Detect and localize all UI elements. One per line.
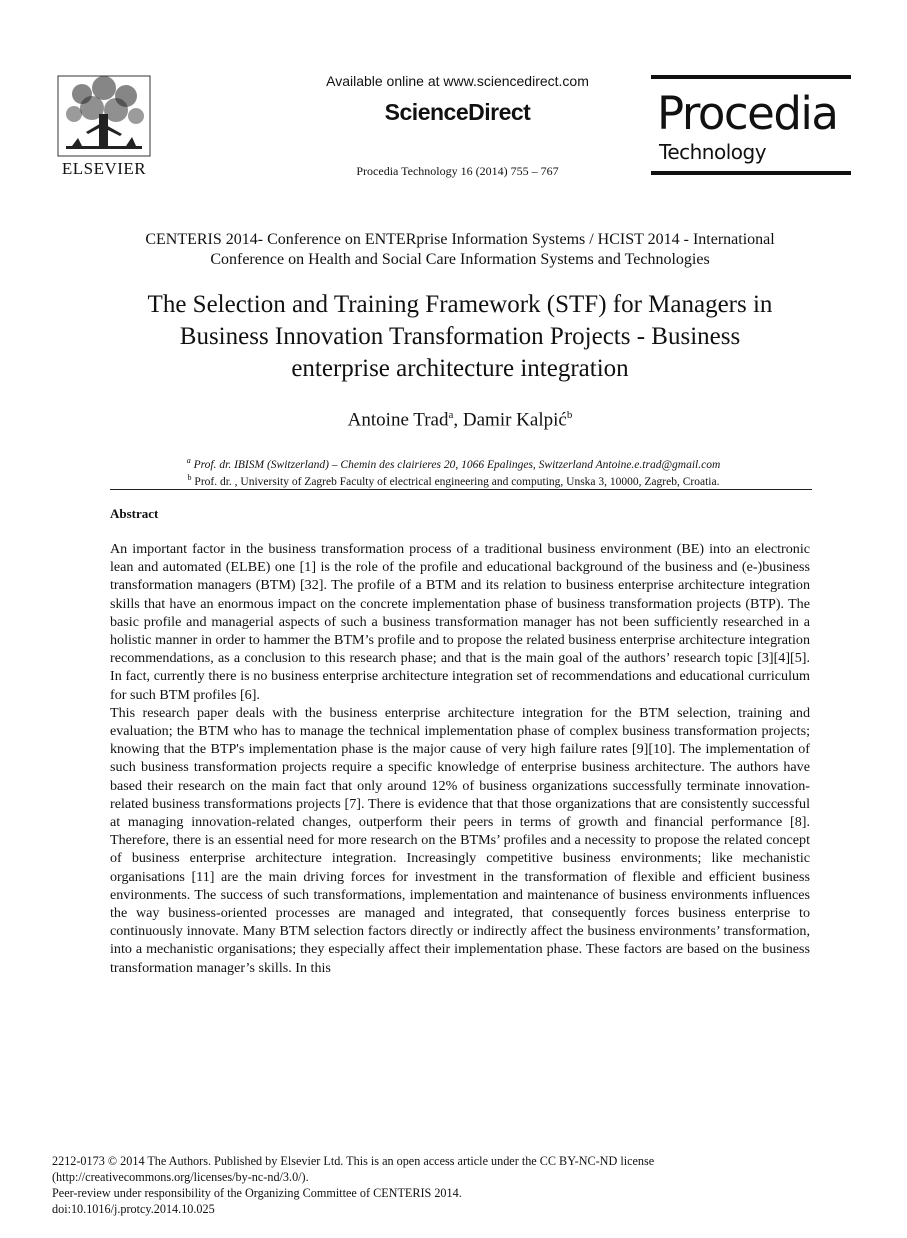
- header-divider: [110, 489, 812, 490]
- available-online-text: Available online at www.sciencedirect.com: [326, 73, 589, 89]
- sciencedirect-wordmark: ScienceDirect: [384, 99, 531, 125]
- procedia-logo-title: Procedia: [657, 87, 838, 140]
- footer-peer-review: Peer-review under responsibility of the Organizing Committee of CENTERIS 2014.: [52, 1186, 462, 1200]
- elsevier-wordmark: ELSEVIER: [61, 159, 147, 178]
- title-line: enterprise architecture integration: [291, 355, 629, 382]
- affiliation-text: Prof. dr. IBISM (Switzerland) – Chemin des clairieres 20, 1066 Epalinges, Switzerland Antoine.e.trad@gmail.com: [193, 458, 721, 471]
- conference-info: [95, 230, 825, 270]
- abstract-paragraph: An important factor in the business transformation process of a traditional business environment (BE) into an electronic lean and automated (ELBE) one [1] is the role of the profile and educational background of the business and (e-)business transformation managers (BTM) [32]. The profile of a BTM and its relation to business enterprise architecture integration skills that have an enormous impact on the concrete implementation phase of business transformation projects (BTP). The basic profile and managerial aspects of such a business transformation manager has not been sufficiently researched in a holistic manner in order to hammer the BTM’s profile and to propose the related business enterprise architecture integration recommendations, as a conclusion to this research phase; and that is the main goal of the authors’ research topic [3][4][5]. In fact, currently there is no business enterprise architecture integration set of recommendations and educational curriculum for such BTM profiles [6].: [110, 541, 810, 703]
- footer-license-link[interactable]: (http://creativecommons.org/licenses/by-nc-nd/3.0/).: [52, 1170, 309, 1184]
- procedia-logo: [651, 75, 851, 175]
- author-affiliation-mark: b: [566, 409, 573, 421]
- affiliation-mark: a: [186, 456, 191, 465]
- footer-license: 2212-0173 © 2014 The Authors. Published by Elsevier Ltd. This is an open access article under the CC BY-NC-ND license: [52, 1154, 655, 1168]
- author-name: Damir Kalpić: [462, 409, 567, 431]
- procedia-logo-subtitle: Technology: [659, 140, 767, 164]
- abstract-heading: Abstract: [110, 506, 159, 521]
- paper-title: [90, 289, 830, 385]
- journal-reference: Procedia Technology 16 (2014) 755 – 767: [356, 164, 559, 178]
- author-affiliation-mark: a: [448, 409, 454, 421]
- author-name: Antoine Trad: [347, 409, 449, 431]
- author-list: [200, 409, 720, 431]
- footer-doi[interactable]: doi:10.1016/j.protcy.2014.10.025: [52, 1202, 215, 1216]
- conference-line: CENTERIS 2014- Conference on ENTERprise Information Systems / HCIST 2014 - International: [145, 231, 775, 248]
- footer: [52, 1153, 832, 1217]
- affiliation-mark: b: [187, 473, 192, 482]
- elsevier-logo: [52, 74, 156, 180]
- author-separator: ,: [453, 409, 463, 431]
- affiliation-a: [0, 456, 907, 471]
- elsevier-tree-icon: [52, 74, 156, 158]
- abstract-body: [110, 540, 810, 977]
- title-line: The Selection and Training Framework (STF) for Managers in: [147, 291, 773, 318]
- title-line: Business Innovation Transformation Projects - Business: [179, 323, 741, 350]
- affiliation-text: Prof. dr. , University of Zagreb Faculty of electrical engineering and computing, Unska 3, 10000, Zagreb, Croatia.: [194, 475, 720, 488]
- affiliation-b: [0, 473, 907, 488]
- conference-line: Conference on Health and Social Care Information Systems and Technologies: [210, 251, 710, 268]
- abstract-paragraph: This research paper deals with the business enterprise architecture integration for the BTM selection, training and evaluation; the BTM who has to manage the technical implementation phase of complex business transformation projects; knowing that the BTP's implementation phase is the major cause of very high failure rates [9][10]. The implementation of such business transformation projects require a specific knowledge of enterprise business architecture. The authors have based their research on the main fact that only around 12% of business organizations successfully terminate innovation-related business transformations projects [7]. There is evidence that that those organizations that are consistently successful at managing innovation-related changes, outperform their peers in terms of growth and financial performance [8]. Therefore, there is an essential need for more research on the BTMs’ profiles and a necessity to propose the related concept of business enterprise architecture integration. Increasingly competitive business environments; like mechanistic organisations [11] are the main driving forces for investment in the transformation of flexible and efficient business environments. The success of such transformations, implementation and maintenance of business environments influences the way business-oriented processes are managed and integrated, that consequently forces business enterprise to continuously innovate. Many BTM selection factors directly or indirectly affect the business environments’ transformation, into a mechanistic organisations; they especially affect their implementation phase. These factors are based on the business transformation manager’s skills. In this: [110, 704, 810, 976]
